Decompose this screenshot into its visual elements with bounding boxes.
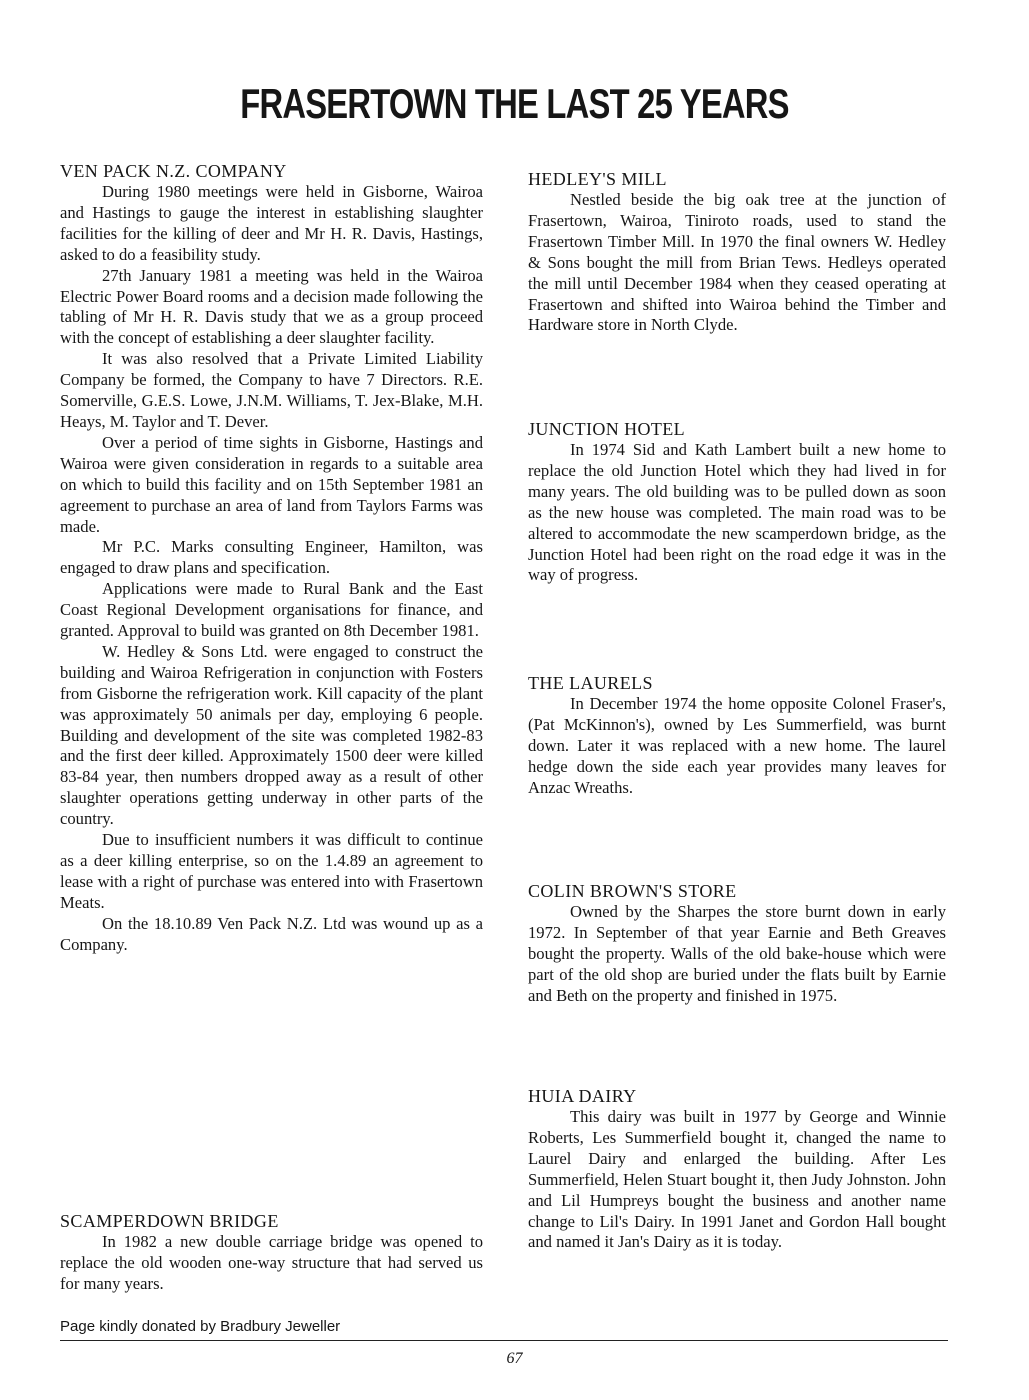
footer-credit: Page kindly donated by Bradbury Jeweller xyxy=(60,1318,341,1335)
paragraph: This dairy was built in 1977 by George and Winnie Roberts, Les Summerfield bought it, changed the name to Laurel Dairy and enlarged the building. After Les Summerfield, Helen Stuart bought it, then Judy Johnston. John and Lil Humpreys bought the business and another name change to Lil's Dairy. In 1991 Janet and Gordon Hall bought and named it Jan's Dairy as it is today. xyxy=(528,1107,946,1252)
footer-divider xyxy=(60,1340,948,1341)
section-heading: VEN PACK N.Z. COMPANY xyxy=(60,161,287,181)
paragraph: In 1982 a new double carriage bridge was opened to replace the old wooden one-way structure that had served us for many years. xyxy=(60,1232,483,1293)
section-the-laurels xyxy=(528,672,946,799)
paragraph: In 1974 Sid and Kath Lambert built a new home to replace the old Junction Hotel which they had lived in for many years. The old building was to be pulled down as soon as the new house was completed. The main road was to be altered to accommodate the new scamperdown bridge, as the Junction Hotel had been right on the road edge it was in the way of progress. xyxy=(528,440,946,585)
page-number: 67 xyxy=(506,1350,523,1367)
section-heading: JUNCTION HOTEL xyxy=(528,419,686,439)
paragraph: On the 18.10.89 Ven Pack N.Z. Ltd was wound up as a Company. xyxy=(60,913,483,954)
paragraph: Nestled beside the big oak tree at the junction of Frasertown, Wairoa, Tiniroto roads, used to stand the Frasertown Timber Mill. In 1970 the final owners W. Hedley & Sons bought the mill from Brian Tews. Hedleys operated the mill until December 1984 when they ceased operating at Frasertown and shifted into Wairoa behind the Timber and Hardware store in North Clyde. xyxy=(528,190,946,335)
section-heading: SCAMPERDOWN BRIDGE xyxy=(60,1211,279,1231)
paragraph: Over a period of time sights in Gisborne, Hastings and Wairoa were given consideration in regards to a suitable area on which to build this facility and on 15th September 1981 an agreement to purchase an area of land from Taylors Farms was made. xyxy=(60,432,483,536)
paragraph: Owned by the Sharpes the store burnt down in early 1972. In September of that year Earnie and Beth Greaves bought the property. Walls of the old bake-house which were part of the old shop are buried under the flats built by Earnie and Beth on the property and finished in 1975. xyxy=(528,902,946,1005)
section-scamperdown-bridge xyxy=(60,1210,483,1295)
section-junction-hotel xyxy=(528,418,946,586)
section-heading: THE LAURELS xyxy=(528,673,653,693)
section-huia-dairy xyxy=(528,1085,946,1253)
paragraph: Applications were made to Rural Bank and the East Coast Regional Development organisations for finance, and granted. Approval to build was granted on 8th December 1981. xyxy=(60,579,483,641)
paragraph: Due to insufficient numbers it was difficult to continue as a deer killing enterprise, so on the 1.4.89 an agreement to lease with a right of purchase was entered into with Frasertown Meats. xyxy=(60,830,483,912)
section-heading: HUIA DAIRY xyxy=(528,1086,637,1106)
section-heading: HEDLEY'S MILL xyxy=(528,169,667,189)
paragraph: During 1980 meetings were held in Gisborne, Wairoa and Hastings to gauge the interest in establishing slaughter facilities for the killing of deer and Mr H. R. Davis, Hastings, asked to do a feasibility study. xyxy=(60,182,483,264)
section-hedleys-mill xyxy=(528,168,946,336)
section-ven-pack xyxy=(60,160,483,956)
page-title: FRASERTOWN THE LAST 25 YEARS xyxy=(240,80,789,127)
paragraph: In December 1974 the home opposite Colonel Fraser's, (Pat McKinnon's), owned by Les Summerfield, was burnt down. Later it was replaced with a new home. The laurel hedge down the side each year provides many leaves for Anzac Wreaths. xyxy=(528,694,946,797)
paragraph: It was also resolved that a Private Limited Liability Company be formed, the Company to have 7 Directors. R.E. Somerville, G.E.S. Lowe, J.N.M. Williams, T. Jex-Blake, M.H. Heays, M. Taylor and T. Dever. xyxy=(60,349,483,431)
section-colin-browns-store xyxy=(528,880,946,1007)
paragraph: Mr P.C. Marks consulting Engineer, Hamilton, was engaged to draw plans and specification. xyxy=(60,537,483,578)
paragraph: W. Hedley & Sons Ltd. were engaged to construct the building and Wairoa Refrigeration in conjunction with Fosters from Gisborne the refrigeration work. Kill capacity of the plant was approximately 50 animals per day, employing 6 people. Building and development of the site was completed 1982-83 and the first deer killed. Approximately 1500 deer were killed 83-84 year, then numbers dropped away as a result of other slaughter operations getting underway in other parts of the country. xyxy=(60,641,483,829)
paragraph: 27th January 1981 a meeting was held in the Wairoa Electric Power Board rooms and a decision made following the tabling of Mr H. R. Davis study that we as a group proceed with the concept of establishing a deer slaughter facility. xyxy=(60,265,483,348)
section-heading: COLIN BROWN'S STORE xyxy=(528,881,737,901)
